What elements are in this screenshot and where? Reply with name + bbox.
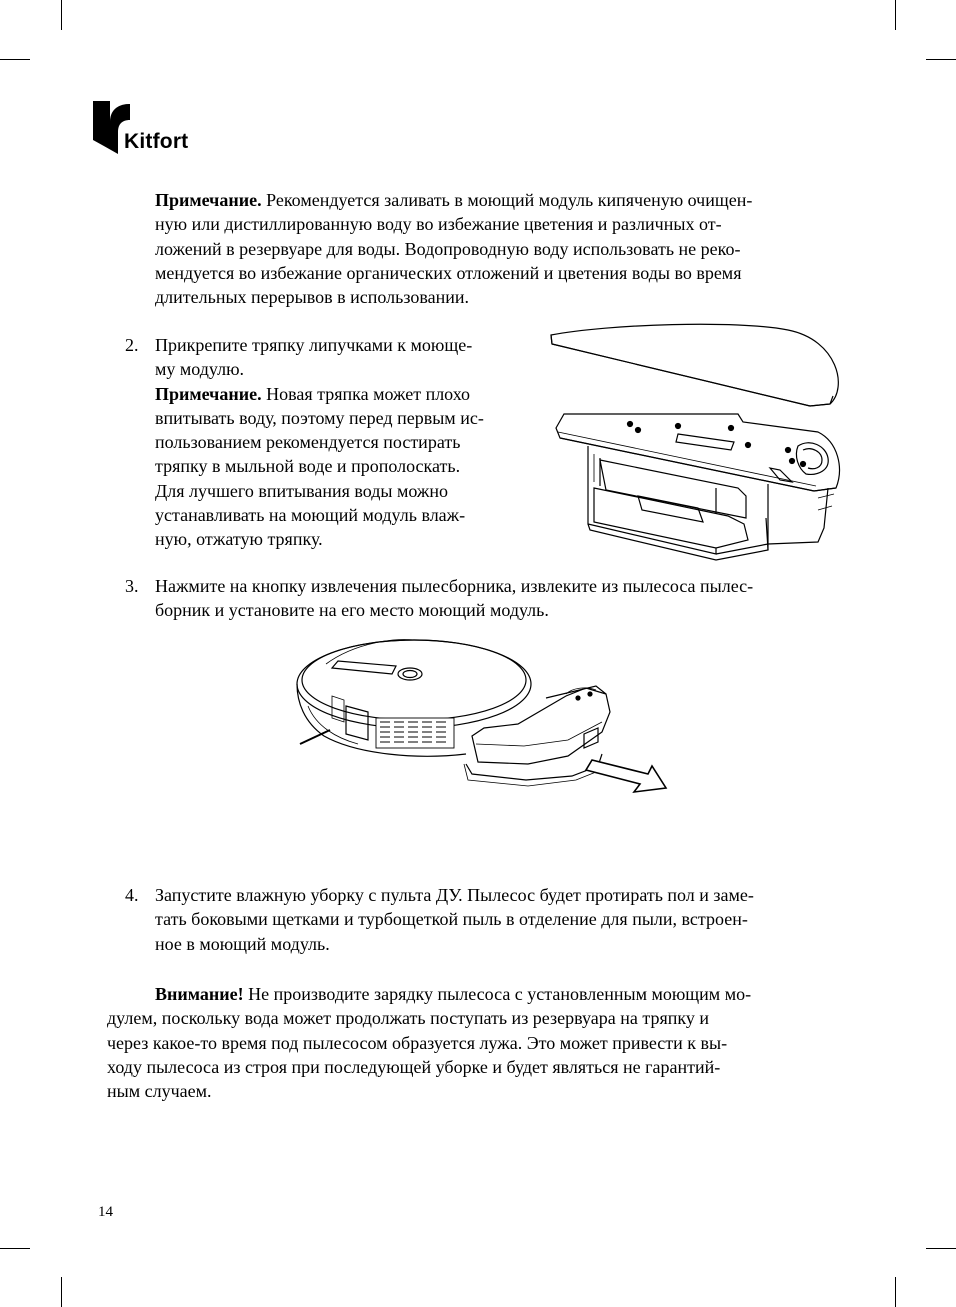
page-number: 14 xyxy=(98,1204,113,1220)
step-number: 2. xyxy=(125,335,139,355)
crop-mark xyxy=(61,0,62,30)
note-label: Примечание. xyxy=(155,190,262,210)
crop-mark xyxy=(895,1277,896,1307)
step-3-text: Нажмите на кнопку извлечения пылесборника, извлеките из пылесоса пылес- борник и установите на его место моющий модуль. xyxy=(155,576,754,621)
step-4-text: Запустите влажную уборку с пульта ДУ. Пылесос будет протирать пол и заме- тать боковыми щетками и турбощеткой пыль в отделение для пыли, встроен- ное в моющий модуль. xyxy=(155,885,754,954)
crop-mark xyxy=(895,0,896,30)
warning-paragraph: Внимание! Не производите зарядку пылесоса с установленным моющим мо- дулем, поскольку вода может продолжать поступать из резервуара на тряпку и через какое-то время под пылесосом образуется лужа. Это может привести к вы- ходу пылесоса из строя при последующей уборке и будет являться не гарантий- ным случаем. xyxy=(107,984,752,1102)
crop-mark xyxy=(926,59,956,60)
step-2-text: Прикрепите тряпку липучками к моюще- му модулю. Примечание. Новая тряпка может плохо впитывать воду, поэтому перед первым ис- пользованием рекомендуется постирать тряпку в мыльной воде и прополоскать. Для лучшего впитывания воды можно устанавливать на моющий модуль влаж- ную, отжатую тряпку. xyxy=(155,335,484,550)
note-label: Примечание. xyxy=(155,383,262,404)
warning-label: Внимание! xyxy=(155,984,244,1004)
brand-name: Kitfort xyxy=(124,130,189,153)
crop-mark xyxy=(61,1277,62,1307)
crop-mark xyxy=(926,1248,956,1249)
step-number: 4. xyxy=(125,885,139,905)
note-paragraph: Примечание. Рекомендуется заливать в моющий модуль кипяченую очищен- ную или дистиллированную воду во избежание цветения и различных от- ложений в резервуаре для воды. Водопроводную воду использовать не реко- мендуется во избежание органических отложений и цветения воды во время длительных перерывов в использовании. xyxy=(155,190,753,308)
mop-module-illustration xyxy=(548,318,846,562)
robot-vacuum-illustration xyxy=(296,636,668,794)
step-number: 3. xyxy=(125,576,139,596)
crop-mark xyxy=(0,1248,30,1249)
crop-mark xyxy=(0,59,30,60)
